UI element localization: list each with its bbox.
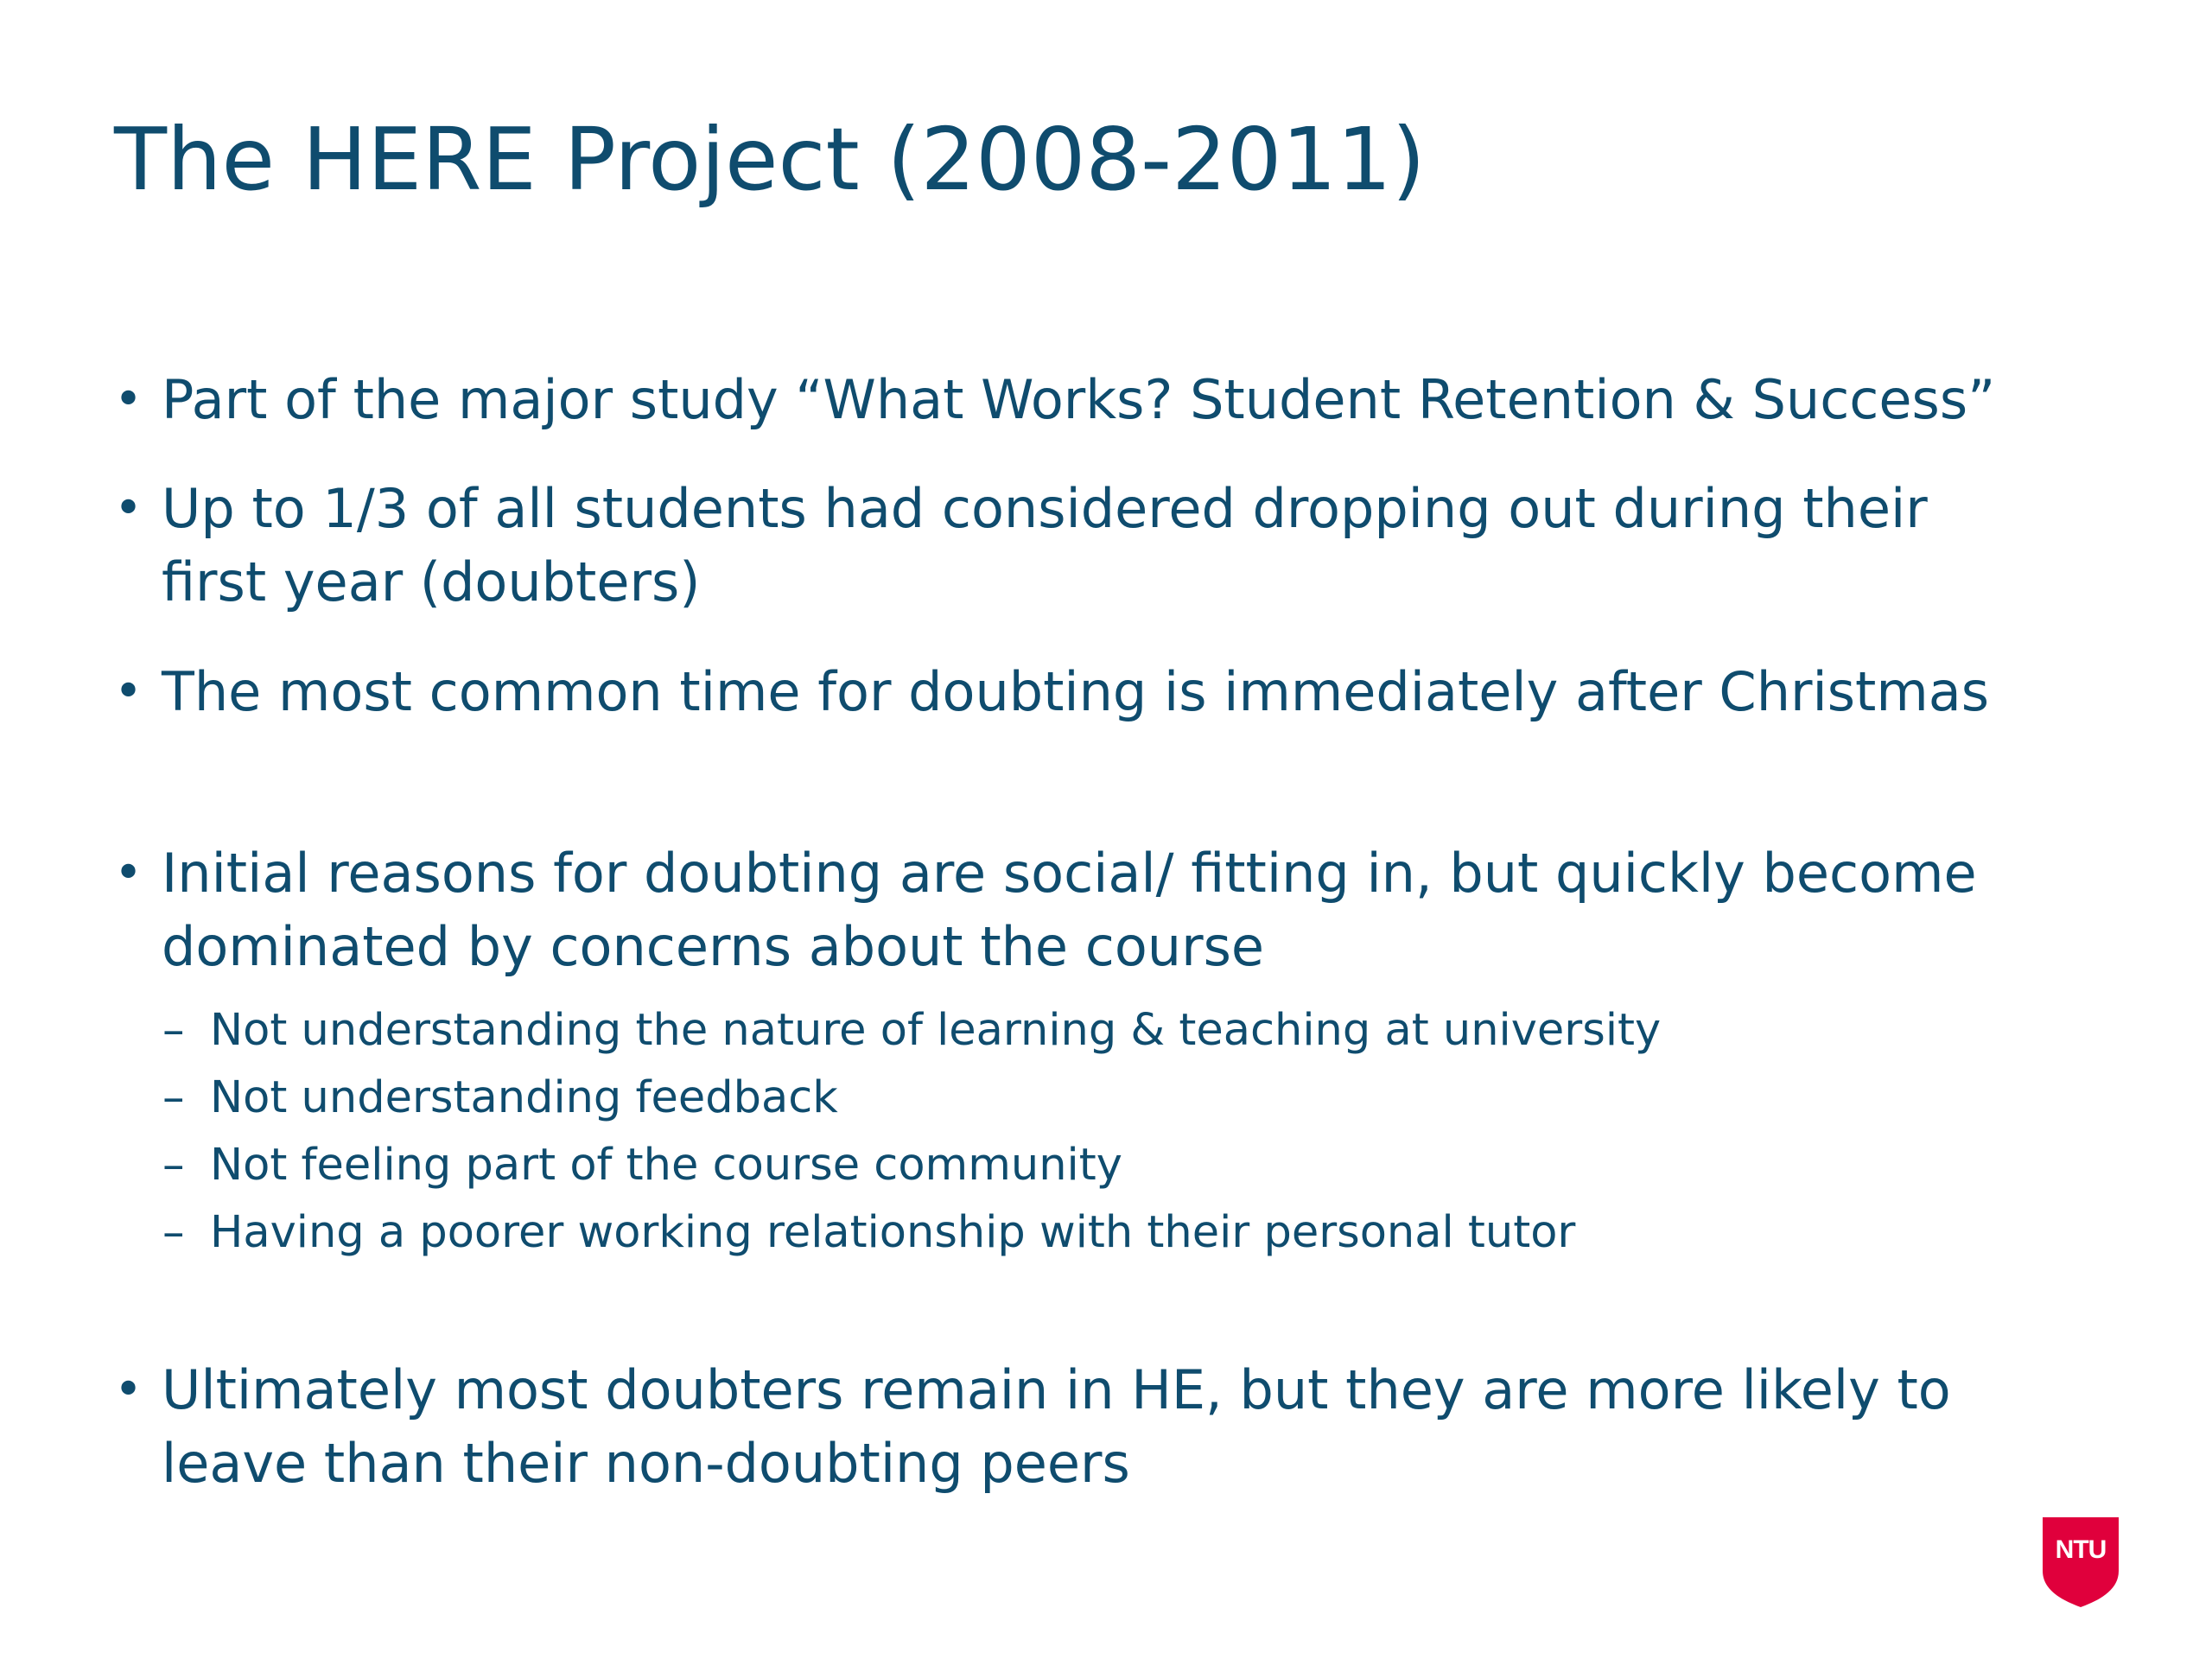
sub-bullet-text: Having a poorer working relationship with their personal tutor	[210, 1207, 1576, 1258]
sub-bullet-text: Not understanding feedback	[210, 1072, 838, 1123]
ntu-logo	[2039, 1514, 2122, 1609]
sub-bullet-marker: –	[162, 1005, 185, 1056]
sub-bullet-item	[162, 1137, 1122, 1194]
sub-bullet-marker: –	[162, 1207, 185, 1258]
bullet-item	[114, 363, 2149, 436]
bullet-item	[114, 836, 2149, 983]
bullet-item	[114, 472, 2149, 619]
bullet-text-line: first year (doubters)	[162, 550, 701, 613]
sub-bullet-text: Not feeling part of the course community	[210, 1140, 1122, 1191]
bullet-text-line: leave than their non-doubting peers	[162, 1432, 1130, 1495]
sub-bullet-item	[162, 1002, 1661, 1059]
logo-text: NTU	[2055, 1535, 2107, 1564]
sub-bullet-text: Not understanding the nature of learning & teaching at university	[210, 1005, 1662, 1056]
bullet-text-line: dominated by concerns about the course	[162, 915, 1265, 978]
bullet-text-line: Initial reasons for doubting are social/ fitting in, but quickly become	[162, 842, 1977, 905]
bullet-marker: •	[114, 845, 143, 901]
sub-bullet-item	[162, 1205, 1575, 1262]
sub-bullet-marker: –	[162, 1140, 185, 1191]
bullet-text: Part of the major study “What Works? Student Retention & Success”	[162, 368, 1996, 431]
bullet-item	[114, 1353, 2149, 1500]
bullet-marker: •	[114, 480, 143, 537]
bullet-marker: •	[114, 372, 143, 428]
bullet-marker: •	[114, 1362, 143, 1418]
slide-title: The HERE Project (2008-2011)	[114, 109, 1426, 210]
bullet-item	[114, 655, 2149, 728]
sub-bullet-item	[162, 1070, 838, 1127]
bullet-marker: •	[114, 664, 143, 720]
sub-bullet-marker: –	[162, 1072, 185, 1123]
bullet-text-line: Ultimately most doubters remain in HE, but they are more likely to	[162, 1358, 1951, 1421]
bullet-text-line: Up to 1/3 of all students had considered dropping out during their	[162, 477, 1928, 540]
bullet-text: The most common time for doubting is immediately after Christmas	[162, 660, 1990, 723]
